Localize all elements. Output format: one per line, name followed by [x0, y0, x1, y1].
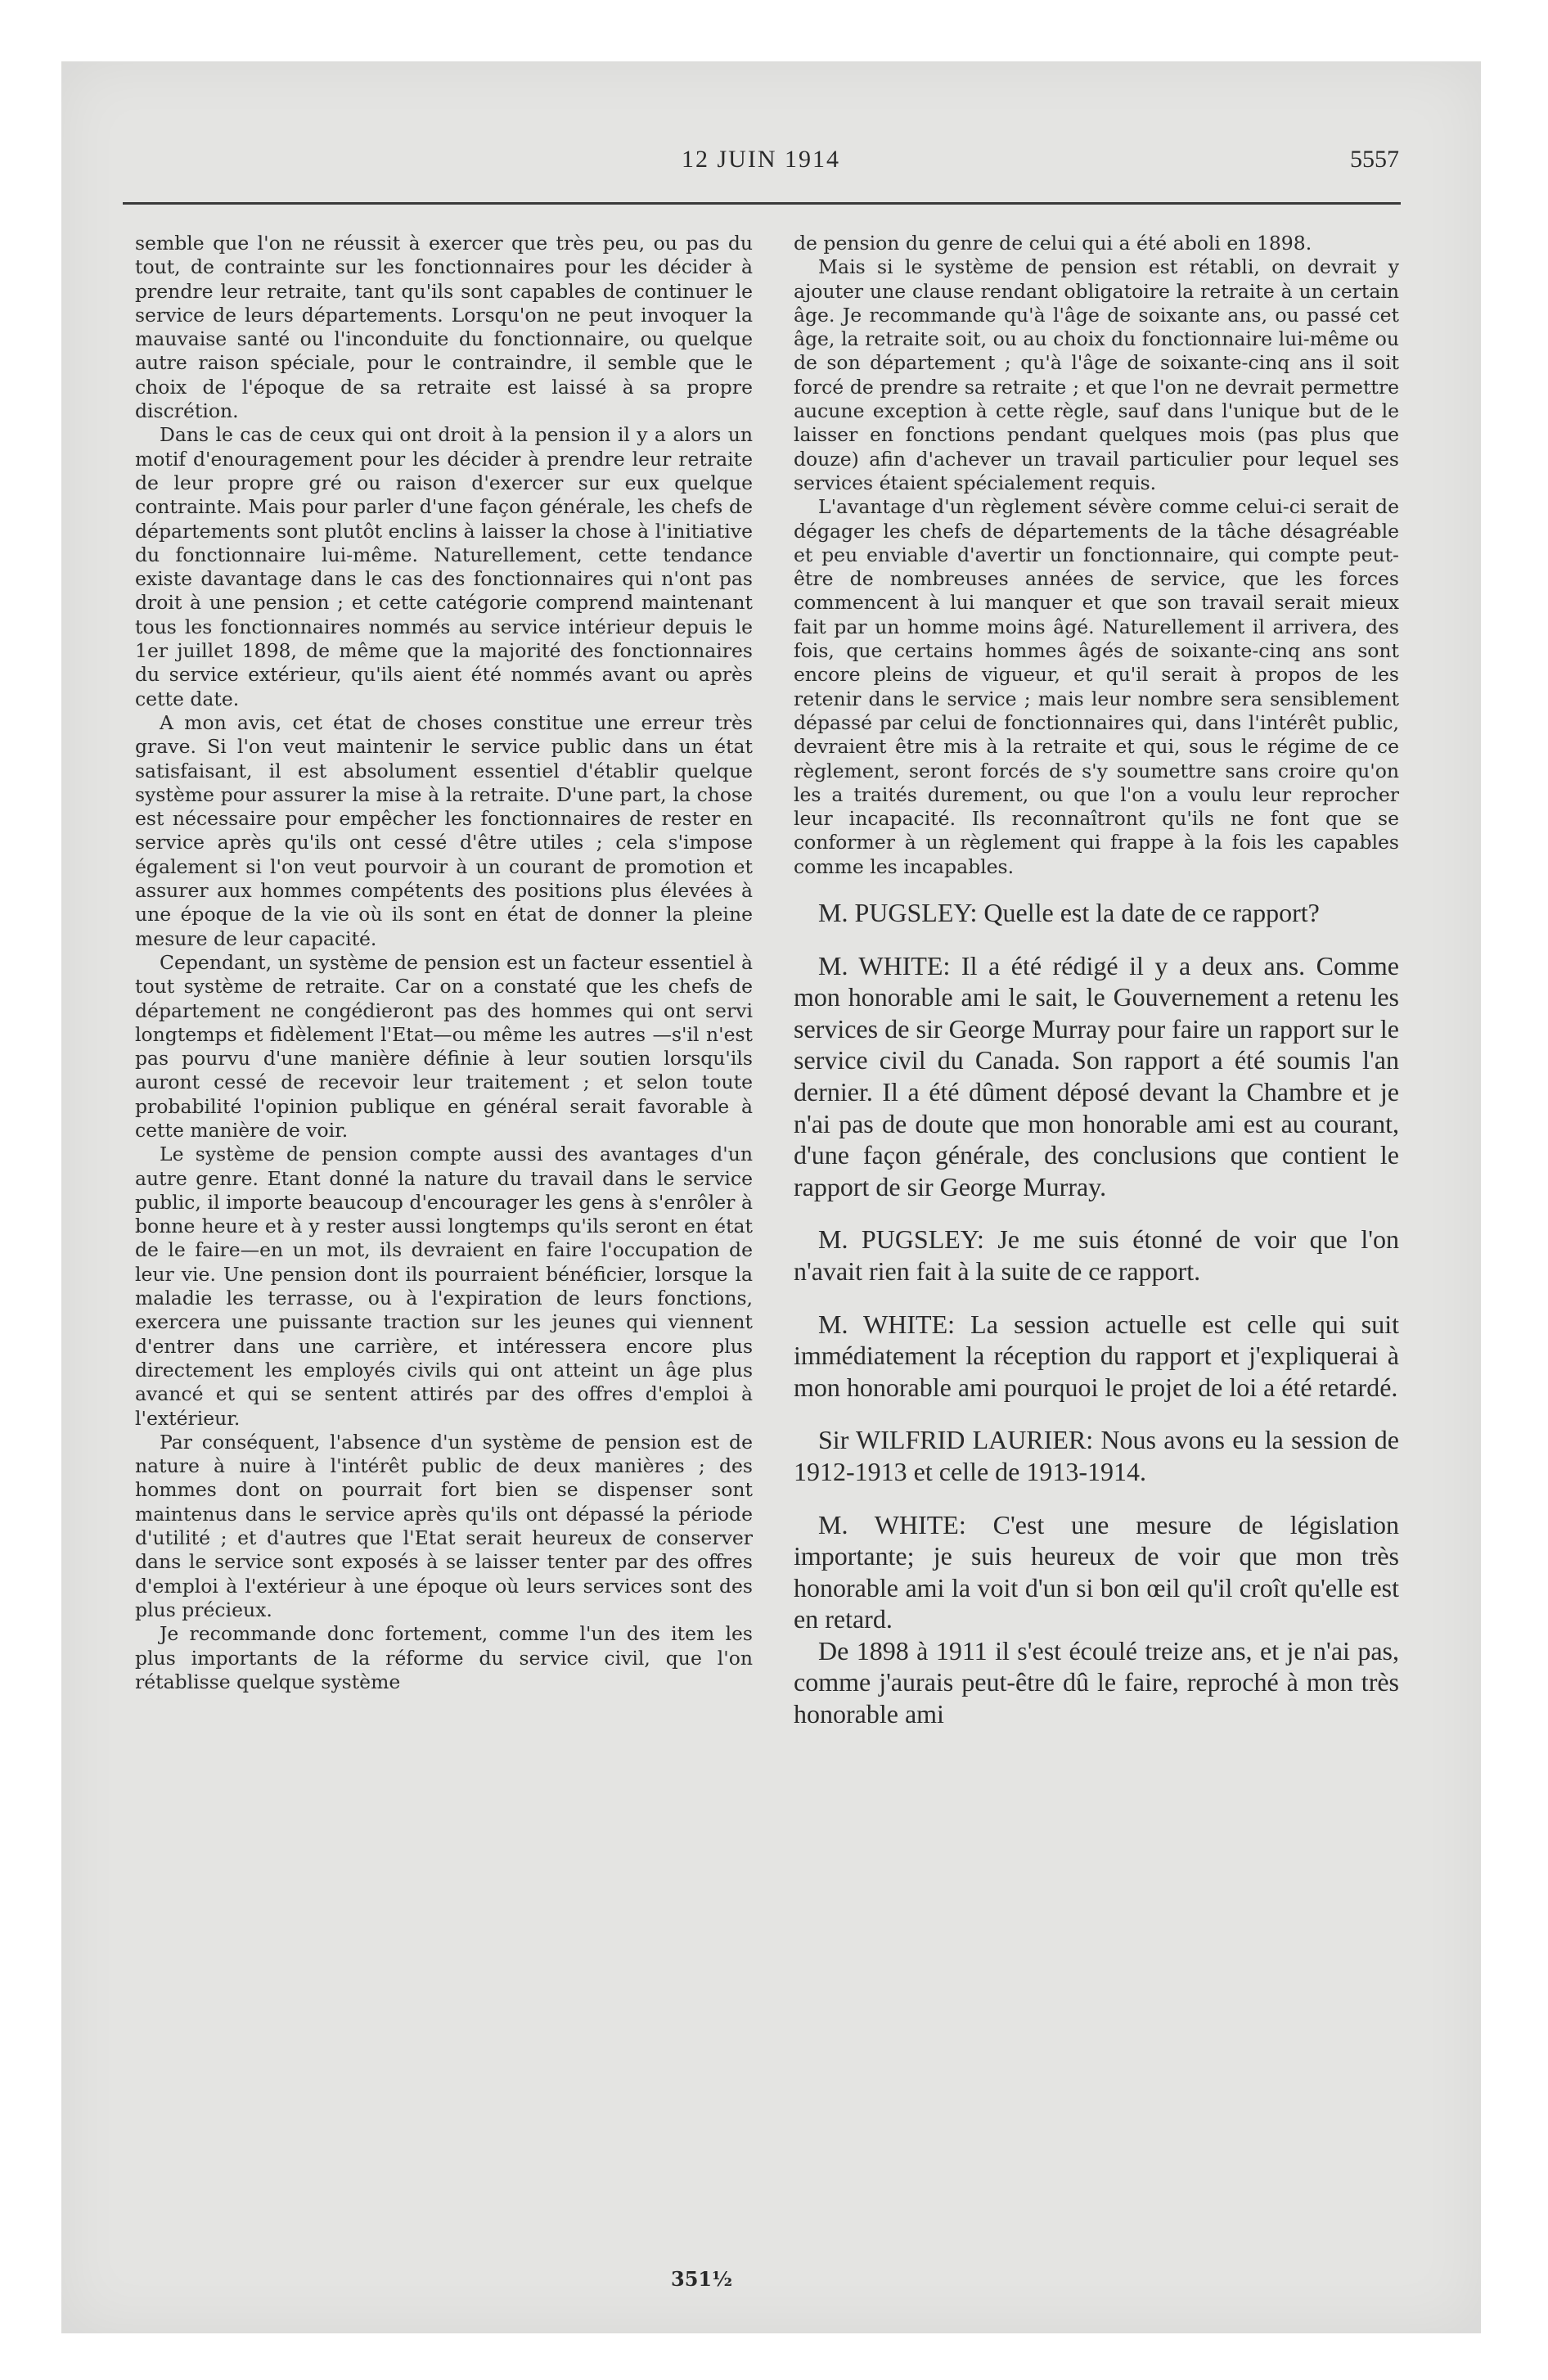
left-column: [135, 232, 753, 1694]
debate-transcript: [794, 897, 1399, 1730]
page-header: [123, 146, 1399, 187]
paragraph: Dans le cas de ceux qui ont droit à la pension il y a alors un motif d'enouragement pour les décider à prendre leur retraite de leur propre gré ou raison d'exercer sur eux quelque contrainte. Mais pour parler d'une façon générale, les chefs de départements sont plutôt enclins à laisser la chose à l'initiative du fonctionnaire lui-même. Naturellement, cette tendance existe davantage dans le cas des fonctionnaires qui n'ont pas droit à une pension ; et cette catégorie comprend maintenant tous les fonctionnaires nommés au service intérieur depuis le 1er juillet 1898, de même que la majorité des fonctionnaires du service extérieur, qu'ils aient été nommés avant ou après cette date.: [135, 423, 753, 710]
speech-white: M. WHITE: Il a été rédigé il y a deux ans. Comme mon honorable ami le sait, le Gouvernement a retenu les services de sir George Murray pour faire un rapport sur le service civil du Canada. Son rapport a été soumis l'an dernier. Il a été dûment déposé devant la Chambre et je n'ai pas de doute que mon honorable ami est au courant, d'une façon générale, des conclusions que contient le rapport de sir George Murray.: [794, 950, 1399, 1201]
speech-pugsley: M. PUGSLEY: Quelle est la date de ce rapport?: [818, 898, 1320, 928]
header-rule: [123, 202, 1401, 205]
paragraph: Mais si le système de pension est rétabli, on devrait y ajouter une clause rendant obligatoire la retraite à un certain âge. Je recommande qu'à l'âge de soixante ans, ou passé cet âge, la retraite soit, ou au choix du fonctionnaire lui-même ou de son département ; qu'à l'âge de soixante-cinq ans il soit forcé de prendre sa retraite ; et que l'on ne devrait permettre aucune exception à cette règle, sauf dans l'unique but de le laisser en fonctions pendant quelques mois (pas plus que douze) afin d'achever un travail particulier pour lequel ses services étaient spécialement requis.: [794, 255, 1399, 494]
paragraph: Le système de pension compte aussi des avantages d'un autre genre. Etant donné la nature du travail dans le service public, il importe beaucoup d'encourager les gens à s'enrôler à bonne heure et à y rester aussi longtemps qu'ils seront en état de le faire—en un mot, ils devraient en faire l'occupation de leur vie. Une pension dont ils pourraient bénéficier, lorsque la maladie les terrasse, ou à l'expiration de leurs fonctions, exercera une puissante traction sur les jeunes qui viennent d'entrer dans une carrière, et intéressera encore plus directement les employés civils qui ont atteint un âge plus avancé et qui se sentent attirés par des offres d'emploi à l'extérieur.: [135, 1143, 753, 1430]
right-column: [794, 232, 1399, 1730]
folio-number: 351½: [671, 2267, 733, 2291]
header-date: 12 JUIN 1914: [682, 146, 840, 173]
paragraph: semble que l'on ne réussit à exercer que très peu, ou pas du tout, de contrainte sur les fonctionnaires pour les décider à prendre leur retraite, tant qu'ils sont capables de continuer le service de leurs départements. Lorsqu'on ne peut invoquer la mauvaise santé ou l'inconduite du fonctionnaire, ou quelque autre raison spéciale, pour le contraindre, il semble que le choix de l'époque de sa retraite est laissé à sa propre discrétion.: [135, 232, 753, 423]
page-number: 5557: [1350, 146, 1399, 173]
speech-white-continued: De 1898 à 1911 il s'est écoulé treize ans, et je n'ai pas, comme j'aurais peut-être dû le faire, reproché à mon très honorable ami: [794, 1635, 1399, 1729]
speech-white: M. WHITE: La session actuelle est celle qui suit immédiatement la réception du rapport et j'expliquerai à mon honorable ami pourquoi le projet de loi a été retardé.: [794, 1309, 1399, 1402]
paragraph: A mon avis, cet état de choses constitue une erreur très grave. Si l'on veut maintenir le service public dans un état satisfaisant, il est absolument essentiel d'établir quelque système pour assurer la mise à la retraite. D'une part, la chose est nécessaire pour empêcher les fonctionnaires de rester en service après qu'ils ont cessé d'être utiles ; cela s'impose également si l'on veut pourvoir à un courant de promotion et assurer aux hommes compétents des positions plus élevées à une époque de la vie où ils sont en état de donner la pleine mesure de leur capacité.: [135, 710, 753, 950]
speech-white: M. WHITE: C'est une mesure de législation importante; je suis heureux de voir que mon très honorable ami la voit d'un si bon œil qu'il croît qu'elle est en retard.: [794, 1509, 1399, 1634]
paragraph: Par conséquent, l'absence d'un système de pension est de nature à nuire à l'intérêt public de deux manières ; des hommes dont on pourrait fort bien se dispenser sont maintenus dans le service après qu'ils ont dépassé la période d'utilité ; et d'autres que l'Etat serait heureux de conserver dans le service sont exposés à se laisser tenter par des offres d'emploi à l'extérieur à une époque où leurs services sont des plus précieux.: [135, 1430, 753, 1621]
report-excerpt: [794, 232, 1399, 879]
speech-laurier: Sir WILFRID LAURIER: Nous avons eu la session de 1912-1913 et celle de 1913-1914.: [794, 1425, 1399, 1486]
paragraph: Je recommande donc fortement, comme l'un des item les plus importants de la réforme du service civil, que l'on rétablisse quelque système: [135, 1622, 753, 1693]
speech-pugsley: M. PUGSLEY: Je me suis étonné de voir que l'on n'avait rien fait à la suite de ce rapport.: [794, 1224, 1399, 1286]
paragraph: Cependant, un système de pension est un facteur essentiel à tout système de retraite. Car on a constaté que les chefs de département ne congédieront pas des hommes qui ont servi longtemps et fidèlement l'Etat—ou même les autres —s'il n'est pas pourvu d'une manière définie à leur soutien lorsqu'ils auront cessé de recevoir leur traitement ; et selon toute probabilité l'opinion publique en général serait favorable à cette manière de voir.: [135, 950, 753, 1142]
paragraph: de pension du genre de celui qui a été aboli en 1898.: [794, 232, 1312, 255]
paragraph: L'avantage d'un règlement sévère comme celui-ci serait de dégager les chefs de départements de la tâche désagréable et peu enviable d'avertir un fonctionnaire, qui compte peut-être de nombreuses années de service, que les forces commencent à lui manquer et que son travail serait mieux fait par un homme moins âgé. Naturellement il arrivera, des fois, que certains hommes âgés de soixante-cinq ans sont encore pleins de vigueur, et qu'il serait à propos de les retenir dans le service ; mais leur nombre sera sensiblement dépassé par celui de fonctionnaires qui, dans l'intérêt public, devraient être mis à la retraite et qui, sous le régime de ce règlement, seront forcés de s'y soumettre sans croire qu'on les a traités durement, ou que l'on a voulu leur reprocher leur incapacité. Ils reconnaîtront qu'ils ne font que se conformer à un règlement qui frappe à la fois les capables comme les incapables.: [794, 495, 1399, 878]
